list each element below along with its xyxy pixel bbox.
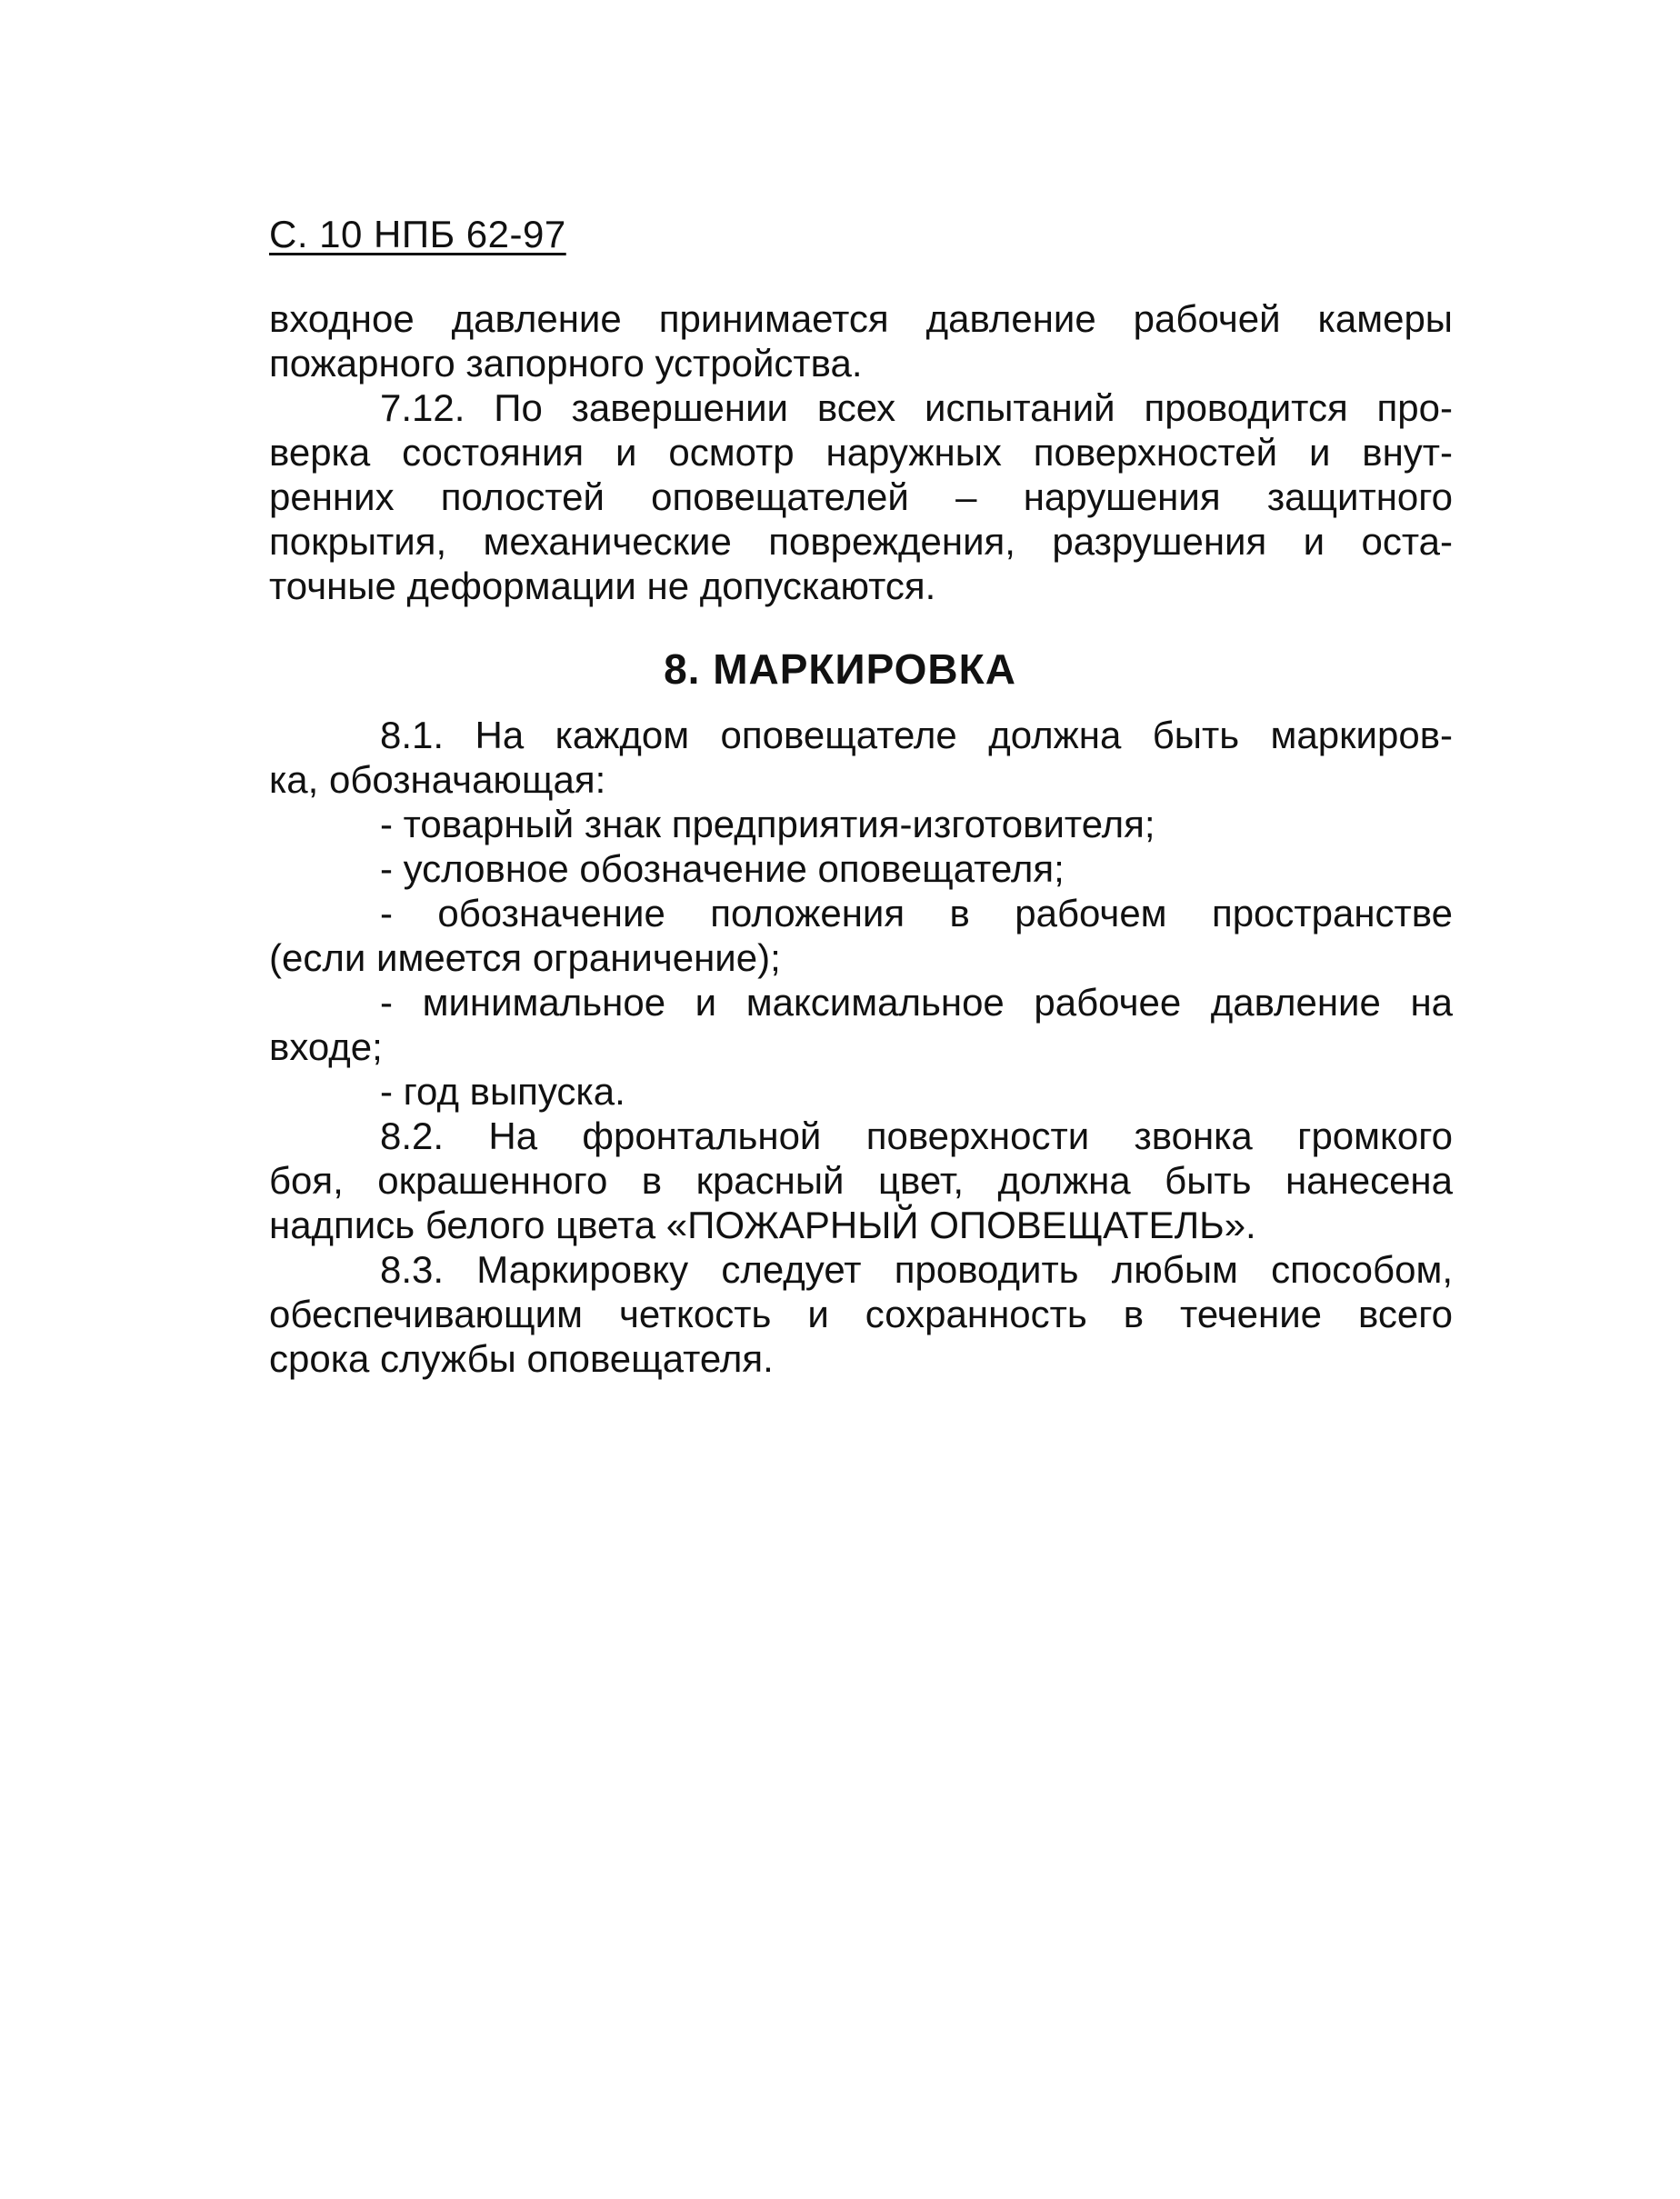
- text-line: срока службы оповещателя.: [269, 1337, 774, 1380]
- text-block-7-11-7-12: [269, 296, 1453, 608]
- list-item: - обозначение положения в рабочем пространстве: [380, 892, 1453, 935]
- text-line: (если имеется ограничение);: [269, 936, 781, 979]
- list-item: - условное обозначение оповещателя;: [380, 847, 1065, 890]
- text-line: надпись белого цвета «ПОЖАРНЫЙ ОПОВЕЩАТЕЛЬ».: [269, 1204, 1256, 1246]
- section-title: 8. МАРКИРОВКА: [664, 645, 1016, 693]
- text-line: покрытия, механические повреждения, разрушения и оста-: [269, 520, 1453, 563]
- text-line: обеспечивающим четкость и сохранность в течение всего: [269, 1293, 1453, 1335]
- page-header: [269, 211, 566, 258]
- text-line: ка, обозначающая:: [269, 758, 606, 801]
- text-line: точные деформации не допускаются.: [269, 565, 936, 607]
- text-line: пожарного запорного устройства.: [269, 342, 863, 385]
- text-line: верка состояния и осмотр наружных поверхностей и внут-: [269, 431, 1453, 474]
- text-line: 8.3. Маркировку следует проводить любым способом,: [380, 1248, 1453, 1291]
- page-header-text: С. 10 НПБ 62-97: [269, 213, 566, 255]
- list-item: - минимальное и максимальное рабочее давление на: [380, 981, 1453, 1024]
- text-line: 8.2. На фронтальной поверхности звонка громкого: [380, 1114, 1453, 1157]
- text-line: 7.12. По завершении всех испытаний проводится про-: [380, 386, 1453, 429]
- text-line: 8.1. На каждом оповещателе должна быть маркиров-: [380, 714, 1453, 756]
- text-line: ренних полостей оповещателей – нарушения защитного: [269, 475, 1453, 518]
- text-line: боя, окрашенного в красный цвет, должна быть нанесена: [269, 1159, 1453, 1202]
- text-line: входное давление принимается давление рабочей камеры: [269, 297, 1453, 340]
- list-item: - год выпуска.: [380, 1070, 625, 1113]
- text-block-8: [269, 713, 1453, 1381]
- list-item: - товарный знак предприятия-изготовителя;: [380, 803, 1155, 845]
- text-line: входе;: [269, 1025, 383, 1068]
